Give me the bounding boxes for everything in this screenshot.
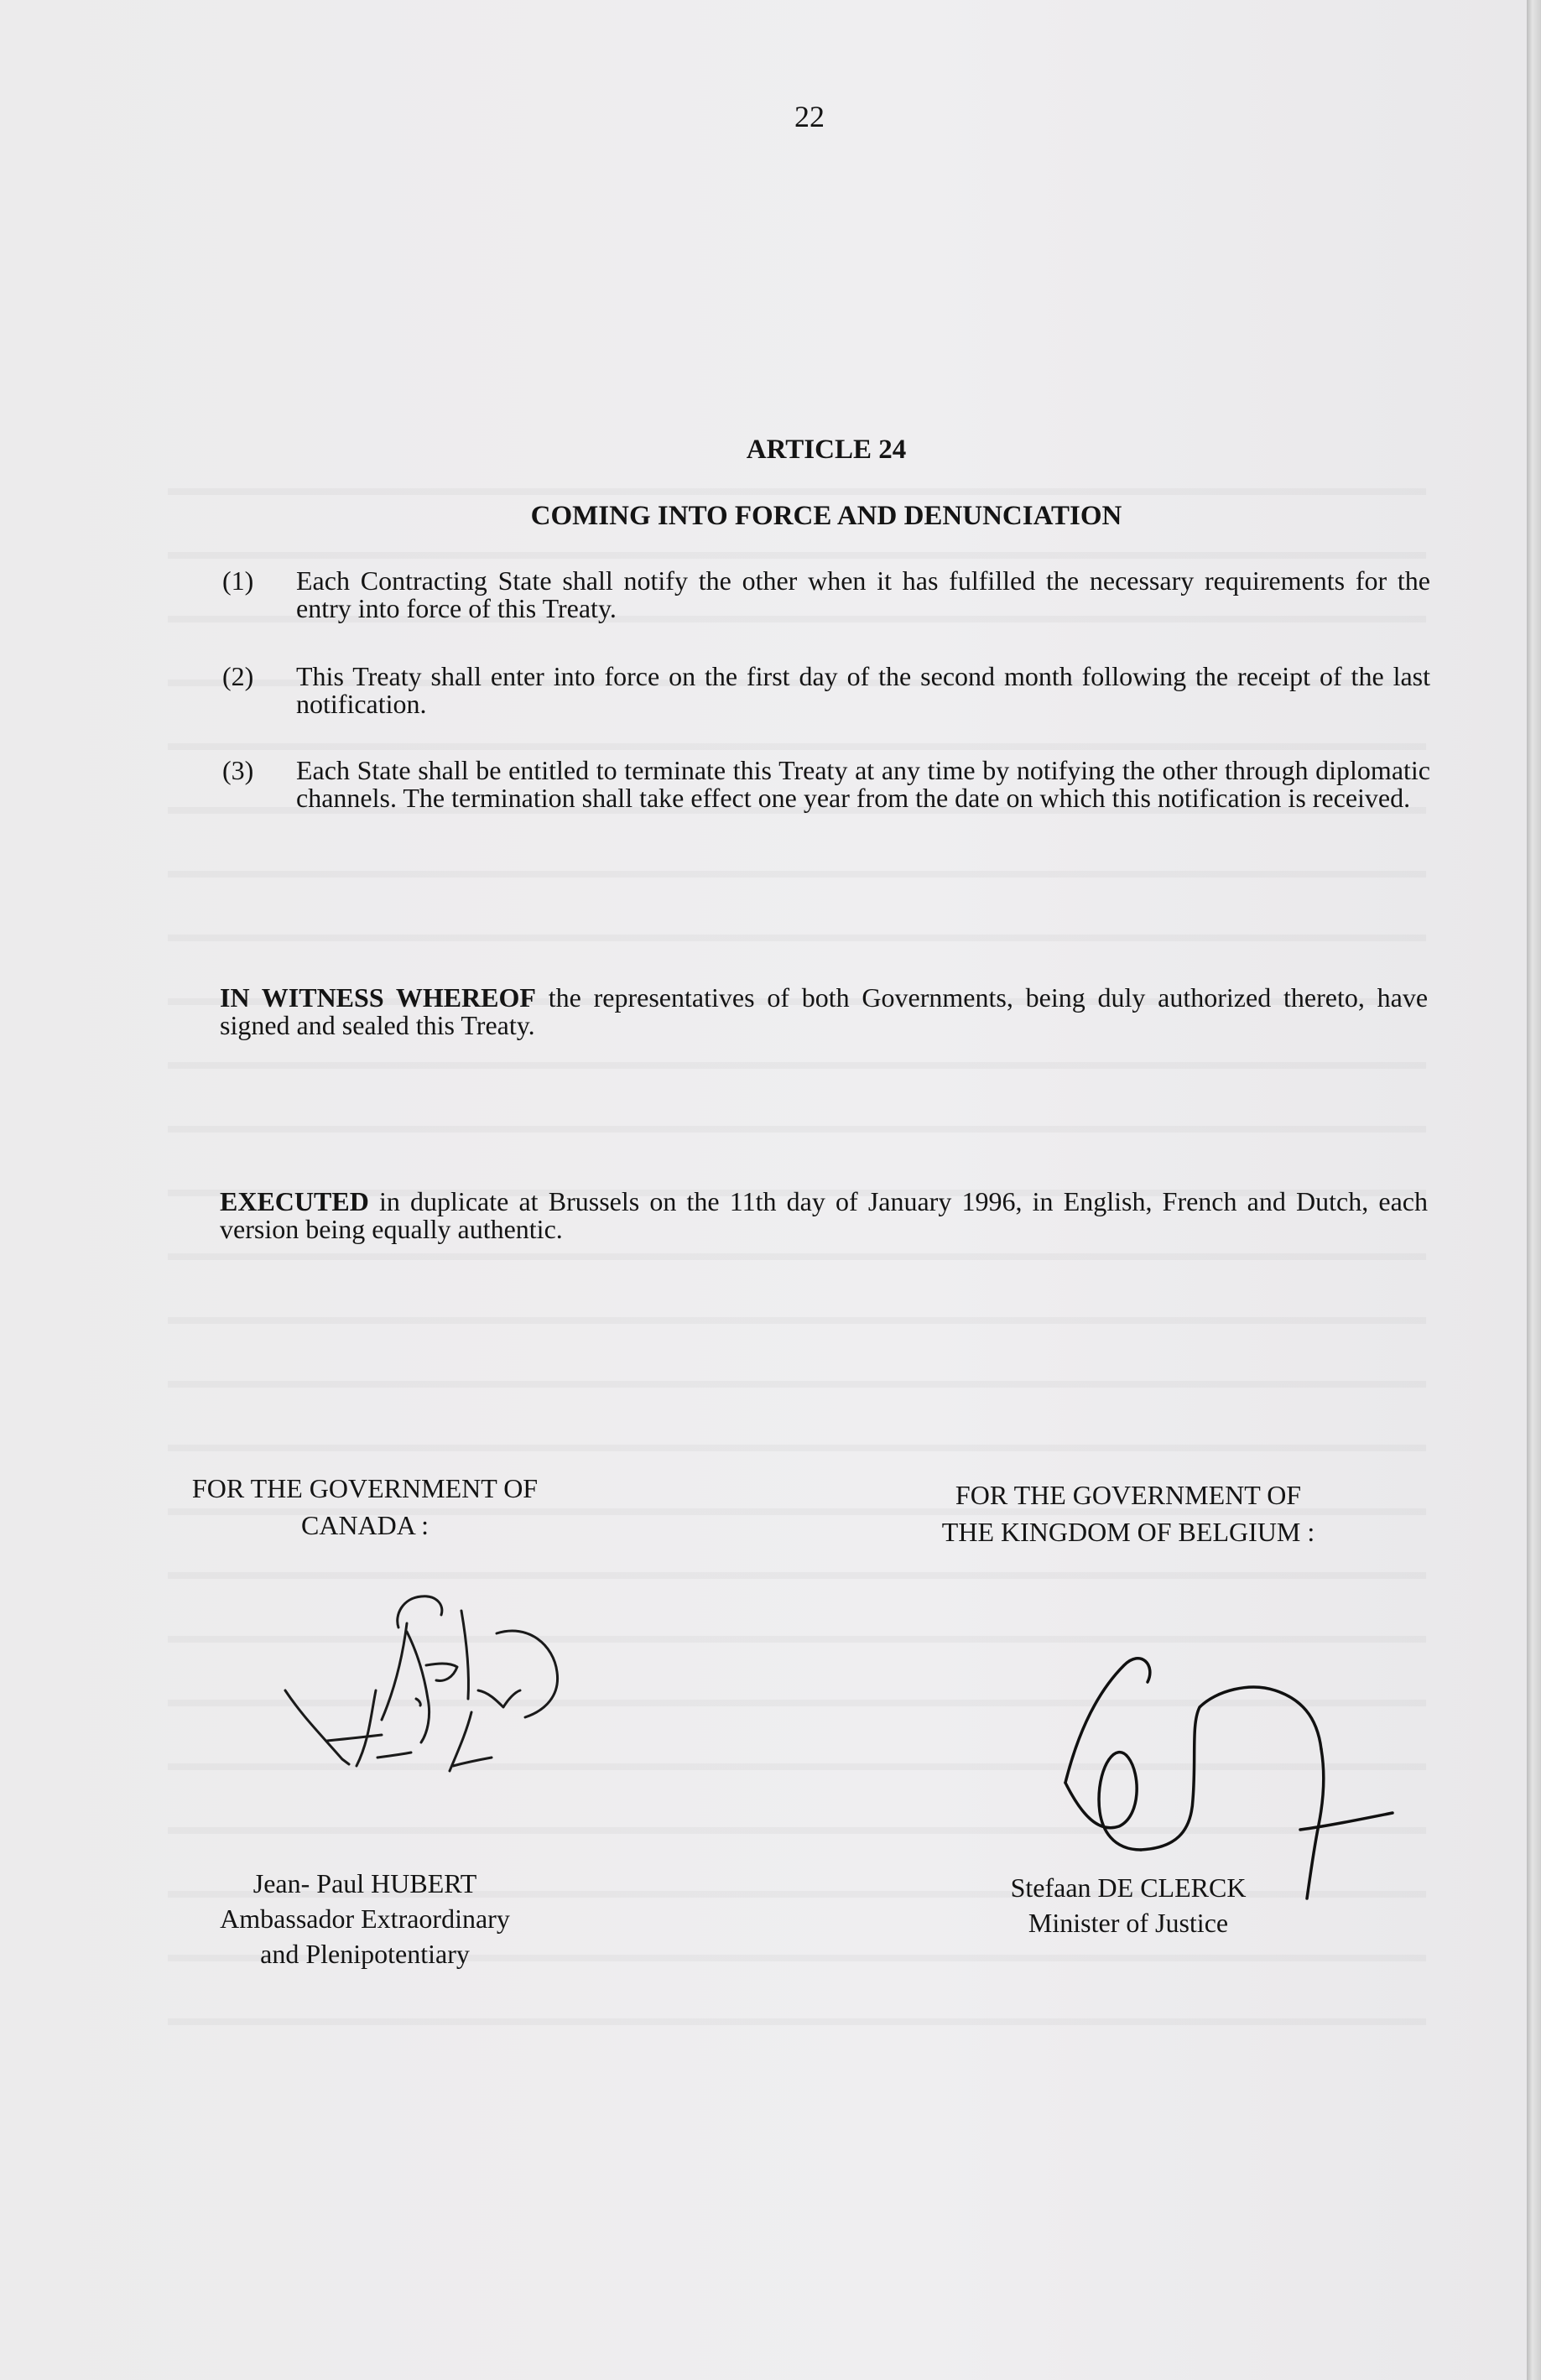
canada-signatory-header (168, 1470, 562, 1544)
executed-lead: EXECUTED (220, 1186, 369, 1216)
belgium-header-line: THE KINGDOM OF BELGIUM : (941, 1517, 1315, 1547)
belgium-signatory-name: Stefaan DE CLERCK (1010, 1872, 1247, 1903)
belgium-signatory-title: Minister of Justice (1028, 1908, 1229, 1938)
belgium-signatory-name-block (910, 1870, 1346, 1940)
paragraph-text: Each Contracting State shall notify the other when it has fulfilled the necessary requirements for the entry into force of this Treaty. (296, 565, 1430, 623)
paragraph-number: (3) (222, 755, 254, 785)
page-edge (1527, 0, 1541, 2380)
paragraph-text: This Treaty shall enter into force on the first day of the second month following the receipt of the last notification. (296, 661, 1430, 719)
witness-lead: IN WITNESS WHEREOF (220, 982, 536, 1013)
paragraph-text: Each State shall be entitled to terminate this Treaty at any time by notifying the other through diplomatic channels. The termination shall take effect one year from the date on which this notification is received. (296, 755, 1430, 813)
executed-text: in duplicate at Brussels on the 11th day of January 1996, in English, French and Dutch, each version being equally authentic. (220, 1186, 1429, 1244)
canada-header-line: FOR THE GOVERNMENT OF (191, 1473, 539, 1503)
article-paragraph (222, 567, 1430, 622)
paragraph-number: (1) (222, 565, 254, 596)
witness-clause (220, 984, 1428, 1039)
article-subtitle: COMING INTO FORCE AND DENUNCIATION (530, 501, 1122, 531)
page-number: 22 (794, 100, 825, 133)
canada-signatory-title: Ambassador Extraordinary (220, 1903, 510, 1934)
executed-clause (220, 1188, 1428, 1243)
belgium-signature (1049, 1632, 1401, 1909)
belgium-signatory-header (898, 1476, 1359, 1550)
canada-signatory-title: and Plenipotentiary (260, 1939, 470, 1969)
article-title: ARTICLE 24 (746, 435, 907, 465)
canada-signature (277, 1565, 629, 1799)
belgium-header-line: FOR THE GOVERNMENT OF (955, 1480, 1302, 1510)
canada-header-line: CANADA : (300, 1510, 429, 1540)
canada-signatory-name: Jean- Paul HUBERT (252, 1868, 477, 1898)
witness-text: the representatives of both Governments, being duly authorized thereto, have signed and sealed this Treaty. (220, 982, 1429, 1040)
canada-signatory-name-block (168, 1866, 562, 1971)
article-paragraph (222, 663, 1430, 718)
paragraph-number: (2) (222, 661, 254, 691)
article-paragraph (222, 757, 1430, 812)
